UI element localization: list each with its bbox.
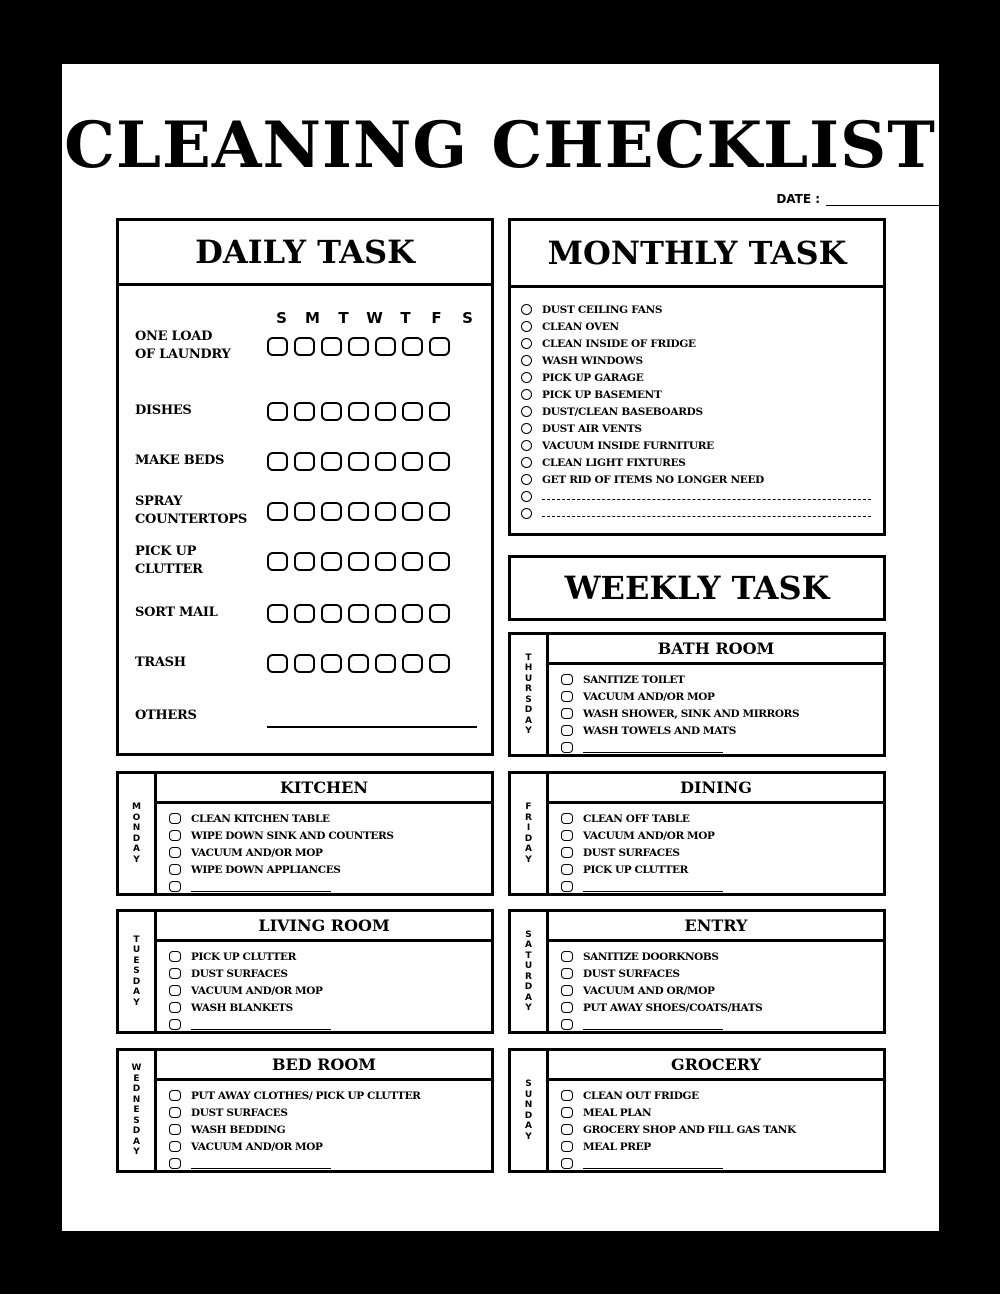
room-title: LIVING ROOM xyxy=(157,912,491,942)
task-label: PICK UP GARAGE xyxy=(542,371,644,384)
room-task-blank xyxy=(561,878,877,895)
room-task-list xyxy=(561,1087,877,1172)
daily-row-label xyxy=(135,402,267,420)
room-task-item xyxy=(561,844,877,861)
task-checkbox[interactable] xyxy=(561,951,573,962)
daily-row-label xyxy=(135,328,267,364)
day-letter: S xyxy=(462,309,473,327)
day-checkbox-group xyxy=(267,452,450,471)
task-checkbox[interactable] xyxy=(561,708,573,719)
task-checkbox[interactable] xyxy=(521,406,532,417)
day-checkbox[interactable] xyxy=(429,654,450,673)
day-checkbox-group xyxy=(267,337,450,356)
room-task-item xyxy=(561,999,877,1016)
task-checkbox[interactable] xyxy=(561,1158,573,1169)
task-checkbox[interactable] xyxy=(169,985,181,996)
room-task-item xyxy=(561,1138,877,1155)
page-title: CLEANING CHECKLIST xyxy=(64,108,936,183)
daily-row-label-line: TRASH xyxy=(135,655,186,670)
task-label: PUT AWAY SHOES/COATS/HATS xyxy=(583,1001,763,1014)
task-label: WASH BLANKETS xyxy=(191,1001,293,1014)
task-checkbox[interactable] xyxy=(561,985,573,996)
daily-row-label-line: COUNTERTOPS xyxy=(135,512,247,527)
day-checkbox[interactable] xyxy=(267,402,288,421)
room-task-item xyxy=(169,810,485,827)
room-task-item xyxy=(169,827,485,844)
blank-line[interactable] xyxy=(583,1158,723,1169)
day-checkbox[interactable] xyxy=(294,552,315,571)
daily-task-panel xyxy=(116,218,494,756)
room-title: GROCERY xyxy=(549,1051,883,1081)
task-label: CLEAN LIGHT FIXTURES xyxy=(542,456,686,469)
task-label: GET RID OF ITEMS NO LONGER NEED xyxy=(542,473,764,486)
monthly-task-item xyxy=(521,420,871,437)
day-letter: S xyxy=(276,309,287,327)
blank-line[interactable] xyxy=(542,493,871,500)
room-task-item xyxy=(169,982,485,999)
daily-row xyxy=(135,326,485,366)
task-label: MEAL PREP xyxy=(583,1140,651,1153)
room-task-item xyxy=(169,1138,485,1155)
monthly-task-item xyxy=(521,386,871,403)
others-line[interactable] xyxy=(267,704,477,728)
day-checkbox[interactable] xyxy=(267,654,288,673)
room-task-item xyxy=(169,999,485,1016)
room-title: DINING xyxy=(549,774,883,804)
room-task-list xyxy=(169,810,485,895)
weekday-label: THURSDAY xyxy=(511,635,549,754)
blank-line[interactable] xyxy=(191,881,331,892)
task-checkbox[interactable] xyxy=(169,847,181,858)
day-checkbox[interactable] xyxy=(267,452,288,471)
day-letter: M xyxy=(305,309,320,327)
room-panel-living xyxy=(116,909,494,1034)
daily-row-label-line: ONE LOAD xyxy=(135,329,213,344)
room-task-item xyxy=(561,1104,877,1121)
room-panel-entry xyxy=(508,909,886,1034)
room-title: KITCHEN xyxy=(157,774,491,804)
room-task-blank xyxy=(561,1016,877,1033)
day-checkbox[interactable] xyxy=(375,502,396,521)
daily-row xyxy=(135,391,485,431)
room-task-item xyxy=(561,982,877,999)
day-checkbox[interactable] xyxy=(294,402,315,421)
day-checkbox[interactable] xyxy=(348,604,369,623)
blank-line[interactable] xyxy=(583,1019,723,1030)
day-checkbox-group xyxy=(267,654,450,673)
day-checkbox[interactable] xyxy=(375,452,396,471)
room-panel-bed xyxy=(116,1048,494,1173)
monthly-task-item xyxy=(521,403,871,420)
room-task-item xyxy=(169,861,485,878)
room-task-item xyxy=(561,671,877,688)
daily-row-label xyxy=(135,604,267,622)
day-letter: T xyxy=(338,309,349,327)
task-checkbox[interactable] xyxy=(169,968,181,979)
day-checkbox[interactable] xyxy=(348,654,369,673)
day-checkbox-group xyxy=(267,552,450,571)
task-checkbox[interactable] xyxy=(561,1141,573,1152)
task-label: GROCERY SHOP AND FILL GAS TANK xyxy=(583,1123,796,1136)
date-field xyxy=(776,192,946,206)
task-checkbox[interactable] xyxy=(521,321,532,332)
day-checkbox[interactable] xyxy=(402,604,423,623)
room-task-list xyxy=(561,948,877,1033)
task-label: VACUUM AND OR/MOP xyxy=(583,984,715,997)
weekday-label: WEDNESDAY xyxy=(119,1051,157,1170)
day-checkbox[interactable] xyxy=(375,402,396,421)
day-checkbox[interactable] xyxy=(348,502,369,521)
task-checkbox[interactable] xyxy=(561,968,573,979)
day-checkbox[interactable] xyxy=(348,402,369,421)
room-task-blank xyxy=(561,739,877,756)
daily-row-label xyxy=(135,654,267,672)
task-checkbox[interactable] xyxy=(169,813,181,824)
task-label: DUST SURFACES xyxy=(191,1106,288,1119)
daily-row xyxy=(135,491,485,531)
daily-row xyxy=(135,541,485,581)
day-checkbox[interactable] xyxy=(429,402,450,421)
daily-row xyxy=(135,643,485,683)
room-task-item xyxy=(169,948,485,965)
day-checkbox-group xyxy=(267,604,450,623)
task-label: VACUUM AND/OR MOP xyxy=(583,829,715,842)
monthly-task-item xyxy=(521,301,871,318)
daily-row-label xyxy=(135,493,267,529)
room-task-blank xyxy=(169,1016,485,1033)
room-task-item xyxy=(561,948,877,965)
monthly-task-item xyxy=(521,335,871,352)
weekday-header xyxy=(266,309,483,327)
task-label: DUST CEILING FANS xyxy=(542,303,663,316)
day-checkbox[interactable] xyxy=(294,604,315,623)
weekday-label: FRIDAY xyxy=(511,774,549,893)
day-checkbox[interactable] xyxy=(402,337,423,356)
weekday-label: MONDAY xyxy=(119,774,157,893)
day-checkbox[interactable] xyxy=(294,654,315,673)
task-label: CLEAN KITCHEN TABLE xyxy=(191,812,330,825)
monthly-task-item xyxy=(521,471,871,488)
monthly-task-blank xyxy=(521,488,871,505)
day-checkbox[interactable] xyxy=(294,502,315,521)
task-checkbox[interactable] xyxy=(521,389,532,400)
day-checkbox-group xyxy=(267,502,450,521)
room-panel-grocery xyxy=(508,1048,886,1173)
room-panel-dining xyxy=(508,771,886,896)
day-checkbox[interactable] xyxy=(267,502,288,521)
task-checkbox[interactable] xyxy=(169,1107,181,1118)
date-line[interactable] xyxy=(826,195,946,206)
task-label: WIPE DOWN SINK AND COUNTERS xyxy=(191,829,394,842)
room-title: BED ROOM xyxy=(157,1051,491,1081)
task-label: VACUUM INSIDE FURNITURE xyxy=(542,439,714,452)
task-label: PICK UP CLUTTER xyxy=(191,950,296,963)
room-task-blank xyxy=(561,1155,877,1172)
day-checkbox[interactable] xyxy=(321,337,342,356)
daily-row-label-line: OF LAUNDRY xyxy=(135,347,231,362)
day-checkbox[interactable] xyxy=(402,502,423,521)
task-checkbox[interactable] xyxy=(561,742,573,753)
day-checkbox[interactable] xyxy=(267,552,288,571)
task-checkbox[interactable] xyxy=(169,881,181,892)
daily-row-label: OTHERS xyxy=(135,708,197,723)
day-checkbox[interactable] xyxy=(267,604,288,623)
blank-line[interactable] xyxy=(583,742,723,753)
daily-row-label-line: CLUTTER xyxy=(135,562,203,577)
daily-row-label xyxy=(135,543,267,579)
task-label: CLEAN OUT FRIDGE xyxy=(583,1089,699,1102)
task-checkbox[interactable] xyxy=(169,864,181,875)
task-label: CLEAN INSIDE OF FRIDGE xyxy=(542,337,696,350)
task-checkbox[interactable] xyxy=(521,491,532,502)
room-task-list xyxy=(169,948,485,1033)
task-checkbox[interactable] xyxy=(561,847,573,858)
task-checkbox[interactable] xyxy=(169,1002,181,1013)
blank-line[interactable] xyxy=(191,1158,331,1169)
task-label: WIPE DOWN APPLIANCES xyxy=(191,863,341,876)
day-checkbox-group xyxy=(267,402,450,421)
daily-row-label-line: SORT MAIL xyxy=(135,605,218,620)
room-task-item xyxy=(169,1087,485,1104)
daily-row-label-line: DISHES xyxy=(135,403,192,418)
monthly-task-item xyxy=(521,318,871,335)
room-task-item xyxy=(561,1087,877,1104)
room-task-list xyxy=(561,810,877,895)
day-checkbox[interactable] xyxy=(321,452,342,471)
day-checkbox[interactable] xyxy=(429,552,450,571)
room-task-item xyxy=(561,722,877,739)
task-label: DUST SURFACES xyxy=(191,967,288,980)
task-label: CLEAN OFF TABLE xyxy=(583,812,690,825)
task-checkbox[interactable] xyxy=(521,423,532,434)
room-task-item xyxy=(561,1121,877,1138)
day-checkbox[interactable] xyxy=(294,337,315,356)
weekday-label: SUNDAY xyxy=(511,1051,549,1170)
task-checkbox[interactable] xyxy=(521,474,532,485)
task-checkbox[interactable] xyxy=(169,1124,181,1135)
task-checkbox[interactable] xyxy=(521,304,532,315)
day-checkbox[interactable] xyxy=(375,604,396,623)
room-task-item xyxy=(561,705,877,722)
task-label: MEAL PLAN xyxy=(583,1106,652,1119)
task-checkbox[interactable] xyxy=(521,338,532,349)
room-panel-bath xyxy=(508,632,886,757)
task-label: CLEAN OVEN xyxy=(542,320,619,333)
day-checkbox[interactable] xyxy=(429,337,450,356)
monthly-task-item xyxy=(521,437,871,454)
task-checkbox[interactable] xyxy=(169,830,181,841)
day-checkbox[interactable] xyxy=(348,452,369,471)
task-label: PICK UP CLUTTER xyxy=(583,863,688,876)
day-checkbox[interactable] xyxy=(429,502,450,521)
room-task-item xyxy=(561,861,877,878)
blank-line[interactable] xyxy=(542,510,871,517)
room-title: ENTRY xyxy=(549,912,883,942)
task-checkbox[interactable] xyxy=(169,1090,181,1101)
room-task-blank xyxy=(169,1155,485,1172)
task-label: VACUUM AND/OR MOP xyxy=(191,1140,323,1153)
room-panel-kitchen xyxy=(116,771,494,896)
day-checkbox[interactable] xyxy=(402,654,423,673)
task-label: WASH BEDDING xyxy=(191,1123,286,1136)
task-checkbox[interactable] xyxy=(561,813,573,824)
room-task-item xyxy=(169,1121,485,1138)
daily-row-label xyxy=(135,452,267,470)
room-task-item xyxy=(169,1104,485,1121)
weekday-label: SATURDAY xyxy=(511,912,549,1031)
room-task-list xyxy=(561,671,877,756)
room-task-item xyxy=(561,827,877,844)
task-label: WASH TOWELS AND MATS xyxy=(583,724,736,737)
monthly-task-header: MONTHLY TASK xyxy=(511,221,883,288)
task-checkbox[interactable] xyxy=(561,691,573,702)
task-checkbox[interactable] xyxy=(561,864,573,875)
blank-line[interactable] xyxy=(191,1019,331,1030)
task-checkbox[interactable] xyxy=(521,508,532,519)
monthly-task-panel xyxy=(508,218,886,536)
day-checkbox[interactable] xyxy=(429,604,450,623)
monthly-task-list xyxy=(521,301,871,522)
task-checkbox[interactable] xyxy=(521,355,532,366)
task-label: VACUUM AND/OR MOP xyxy=(191,846,323,859)
daily-row-label-line: SPRAY xyxy=(135,494,183,509)
day-checkbox[interactable] xyxy=(294,452,315,471)
day-checkbox[interactable] xyxy=(402,552,423,571)
task-checkbox[interactable] xyxy=(521,457,532,468)
task-label: DUST/CLEAN BASEBOARDS xyxy=(542,405,703,418)
day-checkbox[interactable] xyxy=(429,452,450,471)
daily-row-label-line: PICK UP xyxy=(135,544,197,559)
room-task-list xyxy=(169,1087,485,1172)
weekday-label: TUESDAY xyxy=(119,912,157,1031)
daily-row xyxy=(135,593,485,633)
task-checkbox[interactable] xyxy=(561,1019,573,1030)
task-checkbox[interactable] xyxy=(561,1107,573,1118)
room-task-item xyxy=(169,844,485,861)
room-task-item xyxy=(561,965,877,982)
daily-row xyxy=(135,441,485,481)
room-task-item xyxy=(561,810,877,827)
monthly-task-item xyxy=(521,454,871,471)
task-label: VACUUM AND/OR MOP xyxy=(191,984,323,997)
task-checkbox[interactable] xyxy=(561,1090,573,1101)
task-label: WASH WINDOWS xyxy=(542,354,643,367)
daily-row-others xyxy=(135,696,485,736)
day-checkbox[interactable] xyxy=(321,604,342,623)
task-label: SANITIZE TOILET xyxy=(583,673,685,686)
weekly-task-header: WEEKLY TASK xyxy=(508,555,886,621)
day-checkbox[interactable] xyxy=(348,337,369,356)
task-label: PICK UP BASEMENT xyxy=(542,388,662,401)
day-letter: F xyxy=(431,309,442,327)
day-letter: T xyxy=(400,309,411,327)
task-checkbox[interactable] xyxy=(561,881,573,892)
day-checkbox[interactable] xyxy=(402,452,423,471)
task-checkbox[interactable] xyxy=(561,725,573,736)
day-checkbox[interactable] xyxy=(375,654,396,673)
task-checkbox[interactable] xyxy=(561,674,573,685)
day-checkbox[interactable] xyxy=(267,337,288,356)
monthly-task-item xyxy=(521,369,871,386)
task-label: SANITIZE DOORKNOBS xyxy=(583,950,719,963)
monthly-task-item xyxy=(521,352,871,369)
day-checkbox[interactable] xyxy=(375,337,396,356)
task-checkbox[interactable] xyxy=(169,951,181,962)
room-task-blank xyxy=(169,878,485,895)
room-title: BATH ROOM xyxy=(549,635,883,665)
day-letter: W xyxy=(366,309,383,327)
day-checkbox[interactable] xyxy=(321,402,342,421)
task-checkbox[interactable] xyxy=(561,1002,573,1013)
task-label: PUT AWAY CLOTHES/ PICK UP CLUTTER xyxy=(191,1089,421,1102)
task-label: DUST SURFACES xyxy=(583,967,680,980)
day-checkbox[interactable] xyxy=(321,502,342,521)
task-checkbox[interactable] xyxy=(521,440,532,451)
task-checkbox[interactable] xyxy=(561,1124,573,1135)
monthly-task-blank xyxy=(521,505,871,522)
room-task-item xyxy=(169,965,485,982)
task-checkbox[interactable] xyxy=(169,1141,181,1152)
day-checkbox[interactable] xyxy=(321,654,342,673)
room-task-item xyxy=(561,688,877,705)
task-label: DUST SURFACES xyxy=(583,846,680,859)
day-checkbox[interactable] xyxy=(348,552,369,571)
day-checkbox[interactable] xyxy=(321,552,342,571)
task-checkbox[interactable] xyxy=(561,830,573,841)
daily-row-label-line: MAKE BEDS xyxy=(135,453,225,468)
task-checkbox[interactable] xyxy=(169,1019,181,1030)
task-label: DUST AIR VENTS xyxy=(542,422,642,435)
task-checkbox[interactable] xyxy=(521,372,532,383)
day-checkbox[interactable] xyxy=(375,552,396,571)
task-label: VACUUM AND/OR MOP xyxy=(583,690,715,703)
task-label: WASH SHOWER, SINK AND MIRRORS xyxy=(583,707,800,720)
date-label: DATE : xyxy=(776,192,820,206)
blank-line[interactable] xyxy=(583,881,723,892)
daily-task-header: DAILY TASK xyxy=(119,221,491,286)
day-checkbox[interactable] xyxy=(402,402,423,421)
task-checkbox[interactable] xyxy=(169,1158,181,1169)
